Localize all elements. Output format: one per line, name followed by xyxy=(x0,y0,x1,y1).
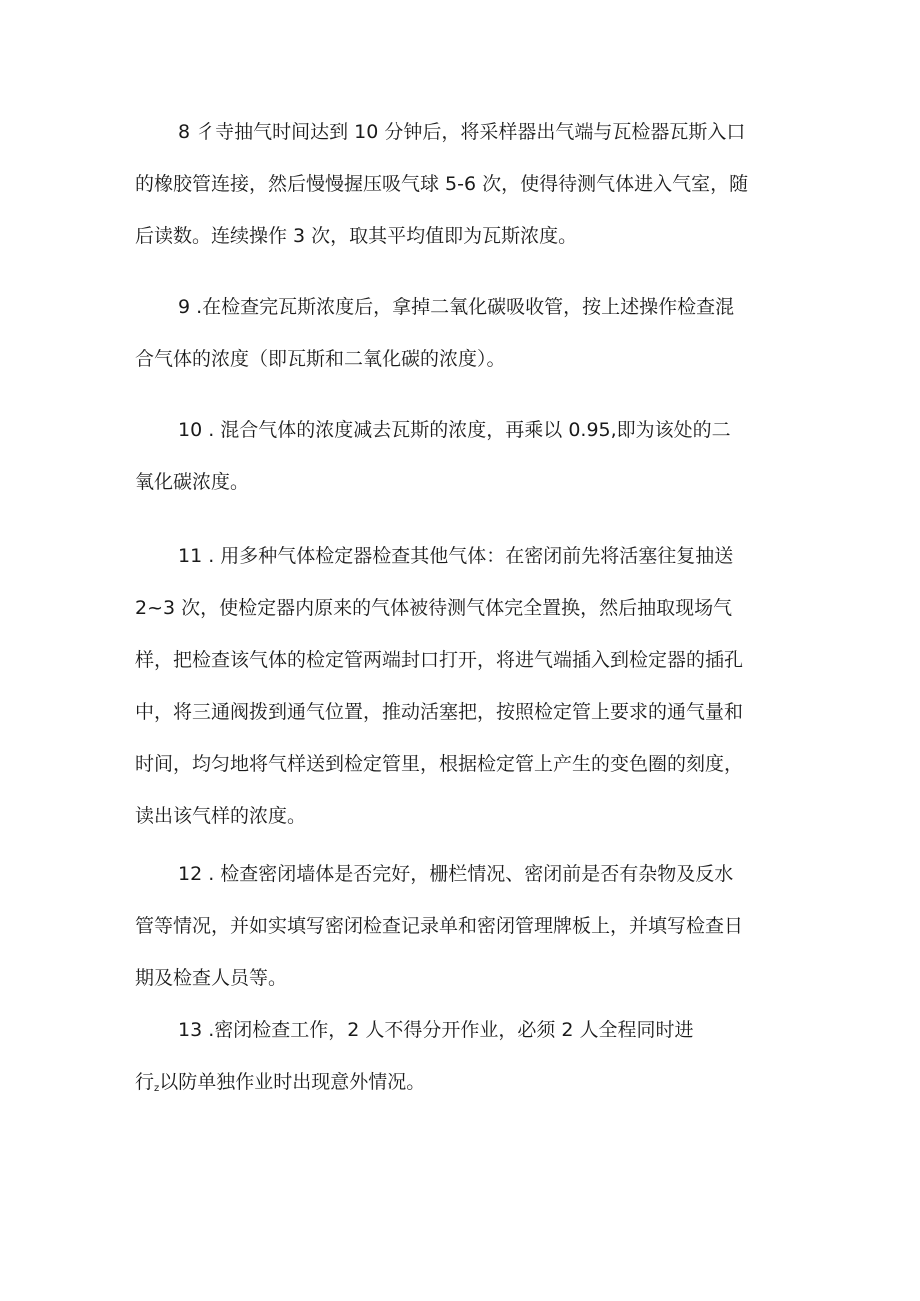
paragraph-13 xyxy=(135,1004,795,1115)
paragraph-9 xyxy=(135,281,795,385)
paragraph-8 xyxy=(135,106,795,262)
paragraph-12 xyxy=(135,848,795,1004)
subscript-mark: z xyxy=(154,1083,160,1094)
paragraph-line: 期及检查人员等。 xyxy=(135,967,288,989)
paragraph-text: 以防单独作业时出现意外情况。 xyxy=(159,1071,426,1093)
paragraph-line: 管等情况，并如实填写密闭检查记录单和密闭管理牌板上，并填写检查日 xyxy=(135,915,744,937)
paragraph-line: 9 .在检查完瓦斯浓度后，拿掉二氧化碳吸收管，按上述操作检查混 xyxy=(178,296,735,318)
paragraph-line: 11 . 用多种气体检定器检查其他气体：在密闭前先将活塞往复抽送 xyxy=(178,545,734,567)
paragraph-line: 后读数。连续操作 3 次，取其平均值即为瓦斯浓度。 xyxy=(135,225,578,247)
paragraph-line xyxy=(135,1056,795,1115)
paragraph-line: 8 彳寺抽气时间达到 10 分钟后，将采样器出气端与瓦检器瓦斯入口 xyxy=(178,121,746,143)
paragraph-line: 氧化碳浓度。 xyxy=(135,471,250,493)
paragraph-line: 13 .密闭检查工作，2 人不得分开作业，必须 2 人全程同时进 xyxy=(178,1019,694,1041)
paragraph-line: 12 . 检查密闭墙体是否完好，栅栏情况、密闭前是否有杂物及反水 xyxy=(178,863,734,885)
paragraph-10 xyxy=(135,404,795,508)
paragraph-line: 2~3 次，使检定器内原来的气体被待测气体完全置换，然后抽取现场气 xyxy=(135,597,733,619)
paragraph-line: 合气体的浓度（即瓦斯和二氧化碳的浓度）。 xyxy=(135,348,506,370)
paragraph-line: 读出该气样的浓度。 xyxy=(135,805,307,827)
paragraph-line: 样，把检查该气体的检定管两端封口打开，将进气端插入到检定器的插孔 xyxy=(135,649,744,671)
paragraph-line: 10 . 混合气体的浓度减去瓦斯的浓度，再乘以 0.95,即为该处的二 xyxy=(178,419,731,441)
paragraph-text: 行 xyxy=(135,1071,155,1093)
paragraph-line: 时间，均匀地将气样送到检定管里，根据检定管上产生的变色圈的刻度， xyxy=(135,753,744,775)
paragraph-11 xyxy=(135,530,795,842)
paragraph-line: 中，将三通阀拨到通气位置，推动活塞把，按照检定管上要求的通气量和 xyxy=(135,701,744,723)
paragraph-line: 的橡胶管连接，然后慢慢握压吸气球 5-6 次，使得待测气体进入气室，随 xyxy=(135,173,749,195)
